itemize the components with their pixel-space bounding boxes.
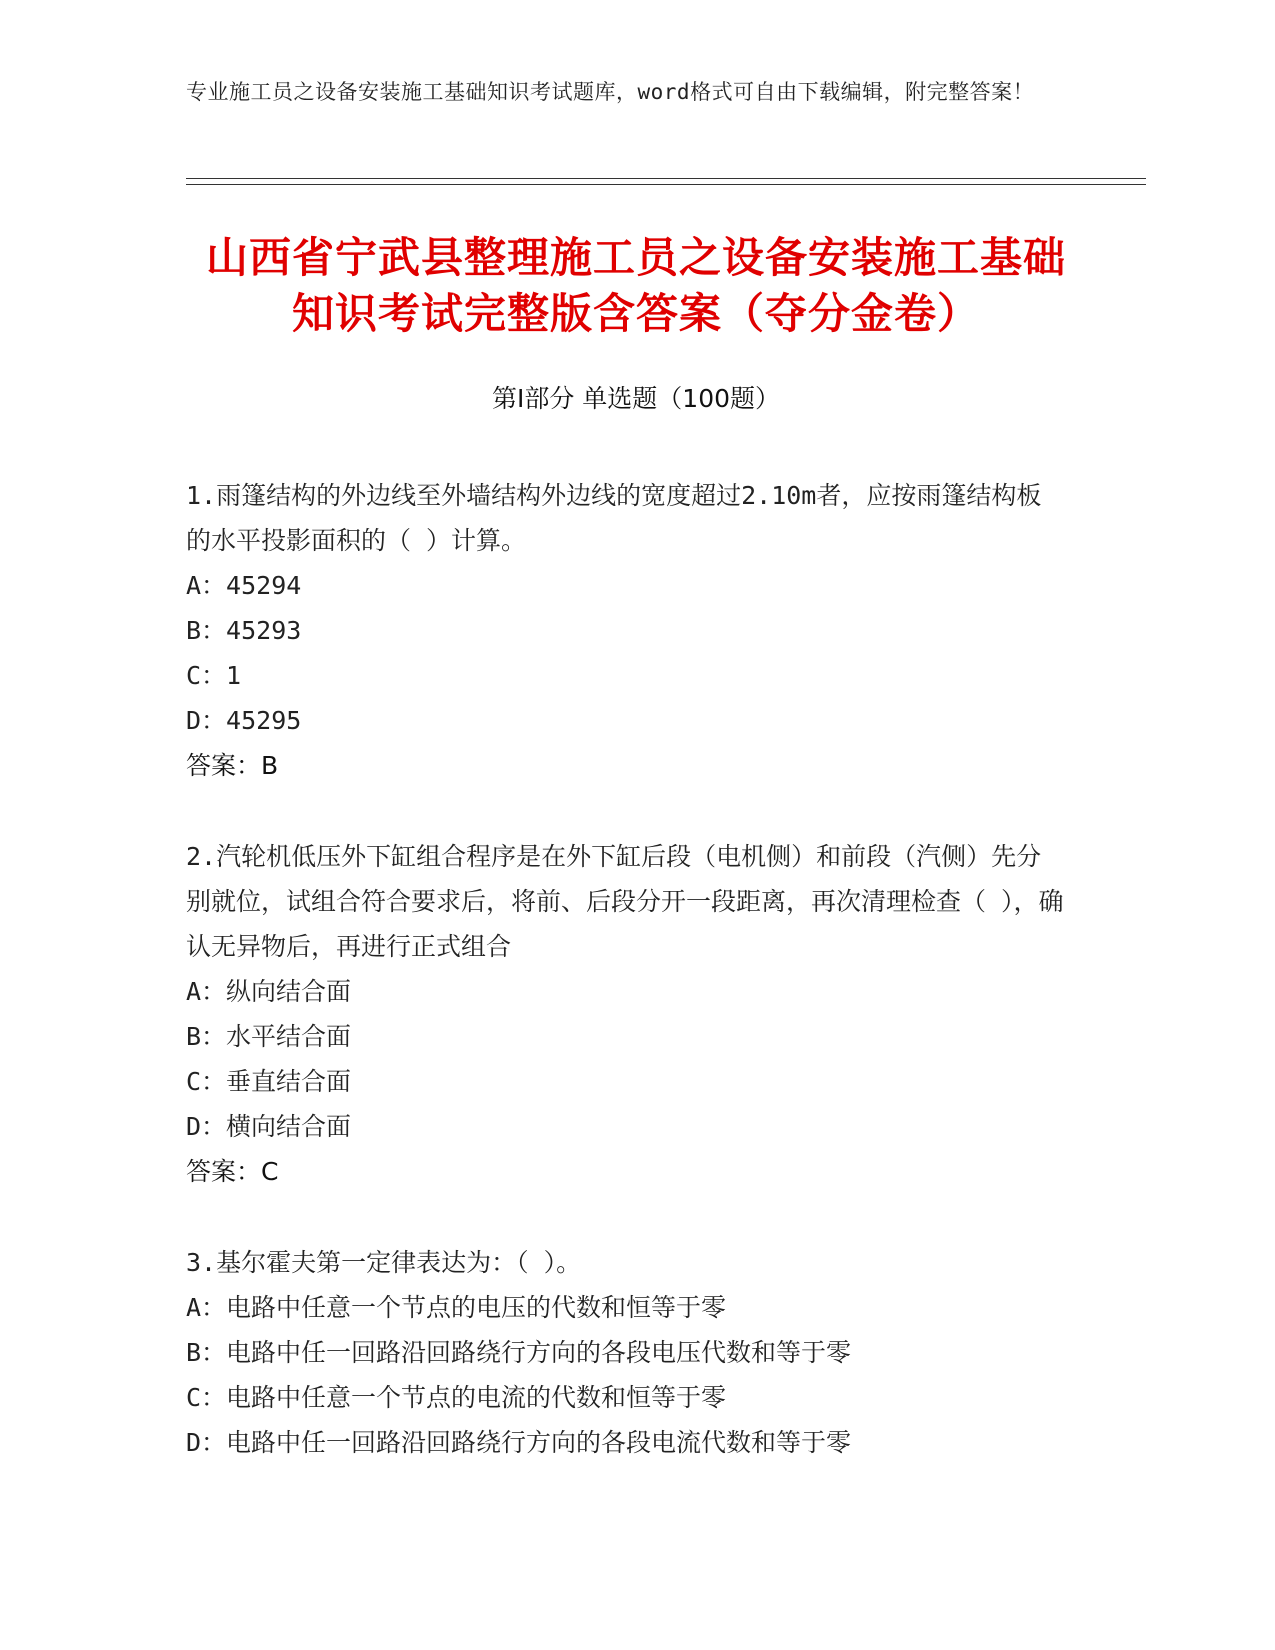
question-list xyxy=(186,473,1066,1465)
question-spacer xyxy=(186,1194,1066,1240)
option-a: A：45294 xyxy=(186,571,302,600)
option-d: D：横向结合面 xyxy=(186,1112,352,1141)
question-stem: 2.汽轮机低压外下缸组合程序是在外下缸后段（电机侧）和前段（汽侧）先分别就位，试组合符合要求后，将前、后段分开一段距离，再次清理检查（ ），确认无异物后，再进行正式组合 xyxy=(186,842,1064,961)
option-c: C：电路中任意一个节点的电流的代数和恒等于零 xyxy=(186,1383,727,1412)
question-3 xyxy=(186,1240,1066,1465)
option-a: A：纵向结合面 xyxy=(186,977,352,1006)
option-c: C：1 xyxy=(186,661,242,690)
question-1 xyxy=(186,473,1066,788)
option-d: D：45295 xyxy=(186,706,302,735)
option-d: D：电路中任一回路沿回路绕行方向的各段电流代数和等于零 xyxy=(186,1428,852,1457)
answer: 答案：B xyxy=(186,751,279,780)
question-spacer xyxy=(186,788,1066,834)
option-b: B：45293 xyxy=(186,616,302,645)
option-a: A：电路中任意一个节点的电压的代数和恒等于零 xyxy=(186,1293,727,1322)
option-b: B：水平结合面 xyxy=(186,1022,352,1051)
document-title: 山西省宁武县整理施工员之设备安装施工基础知识考试完整版含答案（夺分金卷） xyxy=(205,233,1066,338)
header-note: 专业施工员之设备安装施工基础知识考试题库，word格式可自由下载编辑，附完整答案！ xyxy=(186,80,1035,104)
option-c: C：垂直结合面 xyxy=(186,1067,352,1096)
section-heading: 第Ⅰ部分 单选题（100题） xyxy=(491,384,781,413)
question-2 xyxy=(186,834,1066,1194)
question-stem: 3.基尔霍夫第一定律表达为：（ ）。 xyxy=(186,1248,582,1277)
header-divider-top xyxy=(186,178,1146,179)
question-stem: 1.雨篷结构的外边线至外墙结构外边线的宽度超过2.10m者，应按雨篷结构板的水平投影面积的（ ）计算。 xyxy=(186,481,1042,555)
header-divider-bottom xyxy=(186,184,1146,185)
option-b: B：电路中任一回路沿回路绕行方向的各段电压代数和等于零 xyxy=(186,1338,852,1367)
answer: 答案：C xyxy=(186,1157,279,1186)
